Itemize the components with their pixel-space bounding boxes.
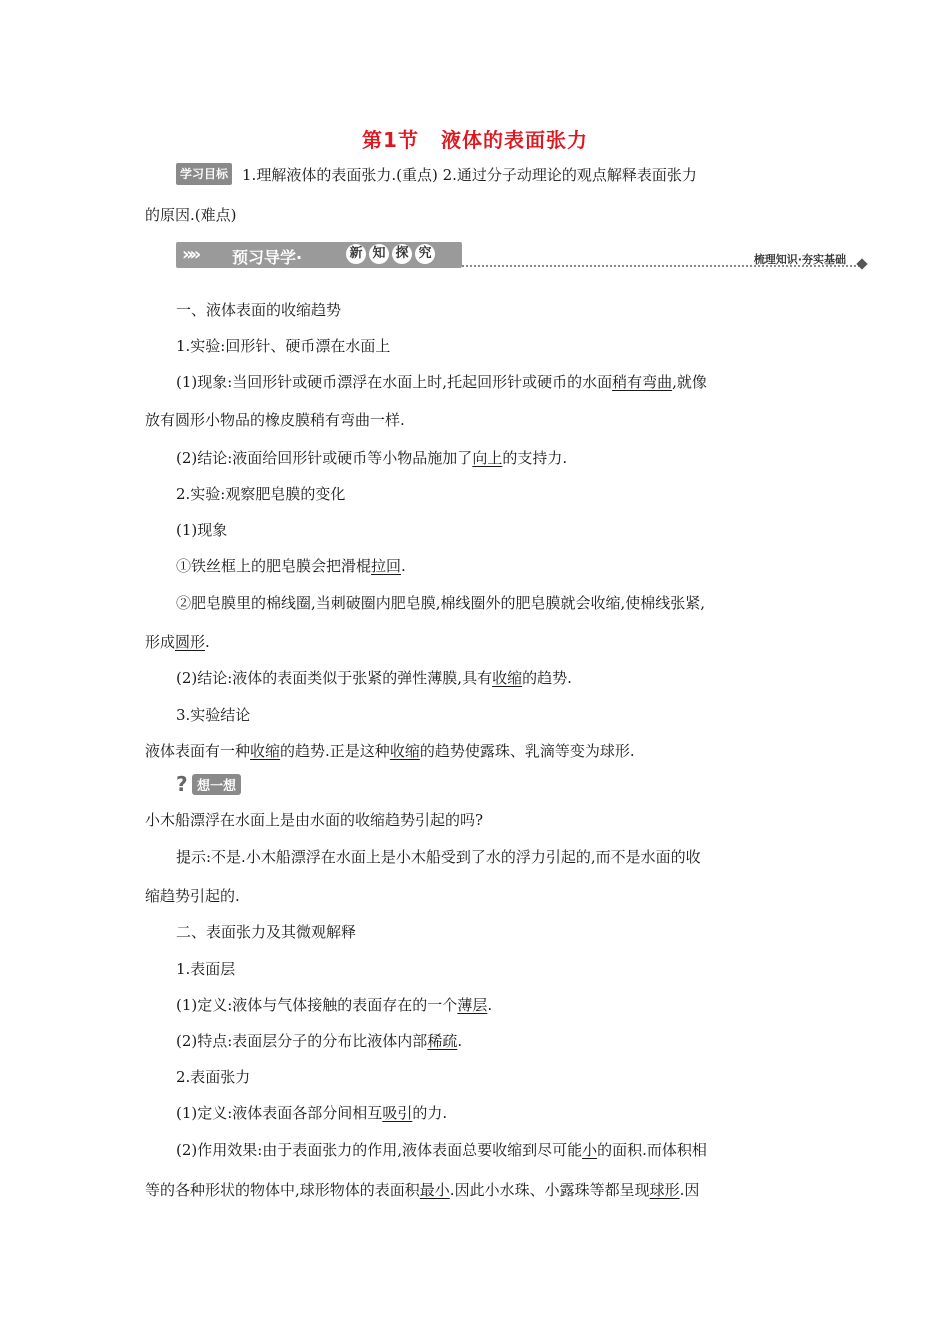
page-title	[0, 124, 950, 153]
think-tag: 想一想	[192, 774, 241, 795]
text: .因此小水珠、小露珠等都呈现	[449, 1181, 650, 1199]
text: (2)特点:表面层分子的分布比液体内部	[176, 1032, 428, 1050]
paragraph	[176, 448, 866, 468]
text: (2)结论:液体的表面类似于张紧的弹性薄膜,具有	[176, 669, 493, 687]
banner-badge: 探	[392, 244, 412, 264]
objectives-text: 1.理解液体的表面张力.(重点) 2.通过分子动理论的观点解释表面张力	[242, 166, 697, 184]
text: 的支持力.	[502, 449, 568, 467]
answer-blank: 稍有弯曲	[612, 373, 673, 391]
answer-blank: 向上	[472, 449, 503, 467]
subheading: (1)现象	[176, 521, 228, 539]
answer-blank: 球形	[649, 1181, 680, 1199]
paragraph	[176, 668, 866, 688]
banner-badges	[346, 244, 435, 264]
experiment-1: 1.实验:回形针、硬币漂在水面上	[176, 337, 391, 355]
think-answer: 提示:不是.小木船漂浮在水面上是小木船受到了水的浮力引起的,而不是水面的收	[176, 848, 701, 866]
text: .因	[679, 1181, 700, 1199]
answer-blank: 稀疏	[427, 1032, 458, 1050]
section-number: 第1节	[362, 128, 419, 152]
text: (1)定义:液体表面各部分间相互	[176, 1104, 383, 1122]
objectives-line-2: 的原因.(难点)	[145, 206, 237, 224]
subheading: 2.表面张力	[176, 1068, 251, 1086]
banner-badge: 新	[346, 244, 366, 264]
banner-subtitle: 梳理知识·夯实基础	[753, 253, 846, 266]
paragraph	[145, 632, 835, 652]
text: (1)现象:当回形针或硬币漂浮在水面上时,托起回形针或硬币的水面	[176, 373, 613, 391]
paragraph	[176, 1140, 866, 1160]
paragraph	[176, 556, 866, 576]
paragraph: 放有圆形小物品的橡皮膜稍有弯曲一样.	[145, 411, 405, 429]
answer-blank: 圆形	[175, 633, 206, 651]
answer-blank: 薄层	[457, 996, 488, 1014]
paragraph	[145, 741, 835, 761]
double-chevron-icon: »»	[182, 244, 198, 265]
experiment-2: 2.实验:观察肥皂膜的变化	[176, 485, 346, 503]
diamond-icon	[856, 258, 867, 269]
text: (1)定义:液体与气体接触的表面存在的一个	[176, 996, 458, 1014]
think-answer-2: 缩趋势引起的.	[145, 887, 240, 905]
text: .	[205, 633, 210, 651]
objectives-tag: 学习目标	[176, 163, 232, 185]
text: .	[401, 557, 406, 575]
paragraph	[176, 1103, 866, 1123]
section-name: 液体的表面张力	[440, 128, 588, 152]
text: 的趋势使露珠、乳滴等变为球形.	[419, 742, 635, 760]
banner-title: 预习导学·	[232, 248, 303, 267]
experiment-3: 3.实验结论	[176, 706, 251, 724]
text: 的趋势.	[522, 669, 572, 687]
answer-blank: 最小	[419, 1181, 450, 1199]
paragraph	[145, 1180, 835, 1200]
text: .	[457, 1032, 463, 1050]
answer-blank: 收缩	[250, 742, 281, 760]
question-mark-icon: ?	[176, 772, 188, 796]
text: 的力.	[412, 1104, 448, 1122]
paragraph	[176, 1031, 866, 1051]
answer-blank: 吸引	[382, 1104, 413, 1122]
text: 液体表面有一种	[145, 742, 251, 760]
text: (2)结论:液面给回形针或硬币等小物品施加了	[176, 449, 473, 467]
banner-badge: 究	[415, 244, 435, 264]
paragraph	[176, 995, 866, 1015]
answer-blank: 小	[582, 1141, 598, 1159]
answer-blank: 收缩	[389, 742, 420, 760]
text: 的面积.而体积相	[597, 1141, 707, 1159]
banner-badge: 知	[369, 244, 389, 264]
answer-blank: 收缩	[492, 669, 523, 687]
paragraph: ②肥皂膜里的棉线圈,当刺破圈内肥皂膜,棉线圈外的肥皂膜就会收缩,使棉线张紧,	[176, 594, 706, 612]
text: ①铁丝框上的肥皂膜会把滑棍	[176, 557, 372, 575]
text: .	[487, 996, 493, 1014]
heading-1: 一、液体表面的收缩趋势	[176, 301, 342, 319]
heading-2: 二、表面张力及其微观解释	[176, 923, 357, 941]
text: 等的各种形状的物体中,球形物体的表面积	[145, 1181, 420, 1199]
text: ,就像	[672, 373, 707, 391]
text: (2)作用效果:由于表面张力的作用,液体表面总要收缩到尽可能	[176, 1141, 583, 1159]
subheading: 1.表面层	[176, 960, 236, 978]
section-banner	[176, 240, 866, 270]
answer-blank: 拉回	[371, 557, 402, 575]
paragraph	[176, 372, 866, 392]
text: 形成	[145, 633, 176, 651]
text: 的趋势.正是这种	[280, 742, 390, 760]
think-question: 小木船漂浮在水面上是由水面的收缩趋势引起的吗?	[145, 811, 484, 829]
objectives-line	[176, 163, 866, 185]
